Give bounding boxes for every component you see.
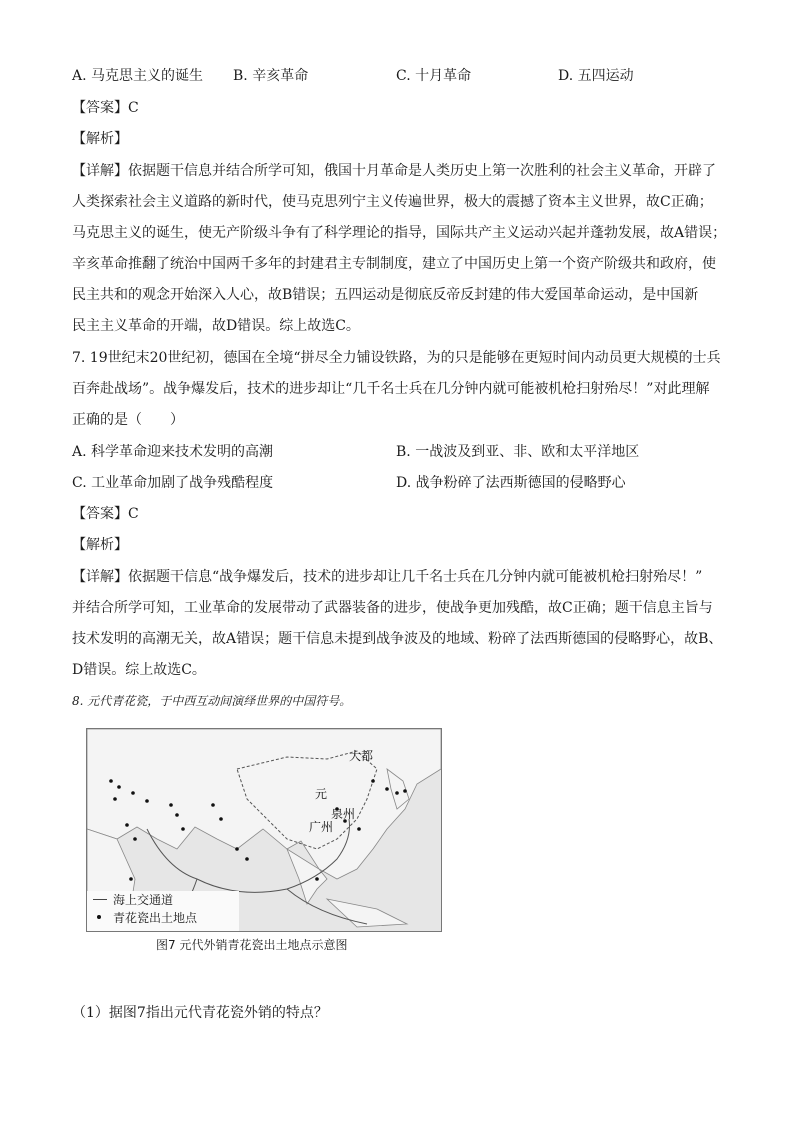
q7-option-c: C. 工业革命加剧了战争残酷程度 — [72, 475, 274, 491]
label-quanzhou: 泉州 — [331, 807, 356, 821]
q6-detail-line: 人类探索社会主义道路的新时代，使马克思列宁主义传遍世界，极大的震撼了资本主义世界，故C正确； — [72, 194, 713, 210]
q6-detail-line: 马克思主义的诞生，使无产阶级斗争有了科学理论的指导，国际共产主义运动兴起并蓬勃发展，故A错误； — [72, 225, 727, 241]
q6-detail-line: 【详解】依据题干信息并结合所学可知，俄国十月革命是人类历史上第一次胜利的社会主义革命，开辟了 — [72, 163, 716, 179]
q8-stem: 8. 元代青花瓷，于中西互动间演绎世界的中国符号。 — [72, 694, 352, 708]
map-legend — [87, 891, 239, 931]
q7-option-b: B. 一战波及到亚、非、欧和太平洋地区 — [396, 444, 640, 460]
route-line-icon — [93, 899, 107, 900]
q7-detail-line: 并结合所学可知，工业革命的发展带动了武器装备的进步，使战争更加残酷，故C正确；题干信息主旨与 — [72, 600, 713, 616]
q6-detail-line: 民主共和的观念开始深入人心，故B错误；五四运动是彻底反帝反封建的伟大爱国革命运动，是中国新 — [72, 287, 699, 303]
q6-option-c: C. 十月革命 — [396, 68, 472, 84]
site-dot-icon — [97, 915, 101, 919]
label-yuan: 元 — [315, 787, 328, 801]
q7-answer: 【答案】C — [72, 506, 139, 522]
q7-option-d: D. 战争粉碎了法西斯德国的侵略野心 — [396, 475, 626, 491]
q6-detail-line: 辛亥革命推翻了统治中国两千多年的封建君主专制制度，建立了中国历史上第一个资产阶级共和政府，使 — [72, 256, 716, 272]
q6-option-d: D. 五四运动 — [558, 68, 634, 84]
q7-option-a: A. 科学革命迎来技术发明的高潮 — [72, 444, 274, 460]
q7-detail-line: 技术发明的高潮无关，故A错误；题干信息未提到战争波及的地域、粉碎了法西斯德国的侵略野心，故B、 — [72, 631, 723, 647]
q7-stem-line: 正确的是（ ） — [72, 412, 184, 428]
q8-map-figure — [86, 728, 442, 932]
q6-answer: 【答案】C — [72, 100, 139, 116]
map-caption: 图7 元代外销青花瓷出土地点示意图 — [156, 938, 348, 952]
q6-option-b: B. 辛亥革命 — [233, 68, 309, 84]
label-dadu: 大都 — [349, 749, 374, 763]
label-guangzhou: 广州 — [309, 820, 334, 834]
q6-option-a: A. 马克思主义的诞生 — [72, 68, 204, 84]
q7-detail-line: 【详解】依据题干信息“战争爆发后，技术的进步却让几千名士兵在几分钟内就可能被机枪扫射殆尽！” — [72, 569, 703, 585]
q6-analysis-heading: 【解析】 — [72, 131, 128, 147]
q8-sub-question: （1）据图7指出元代青花瓷外销的特点？ — [72, 1005, 328, 1021]
legend-site: 青花瓷出土地点 — [113, 911, 198, 925]
q7-stem-line: 7. 19世纪末20世纪初，德国在全境“拼尽全力铺设铁路，为的只是能够在更短时间内动员更大规模的士兵 — [72, 350, 721, 366]
q6-detail-line: 民主主义革命的开端，故D错误。综上故选C。 — [72, 318, 360, 334]
q7-detail-line: D错误。综上故选C。 — [72, 662, 206, 678]
q7-analysis-heading: 【解析】 — [72, 537, 128, 553]
q7-stem-line: 百奔赴战场”。战争爆发后，技术的进步却让“几千名士兵在几分钟内就可能被机枪扫射殆尽！”对此理解 — [72, 381, 710, 397]
legend-route: 海上交通道 — [113, 893, 174, 907]
